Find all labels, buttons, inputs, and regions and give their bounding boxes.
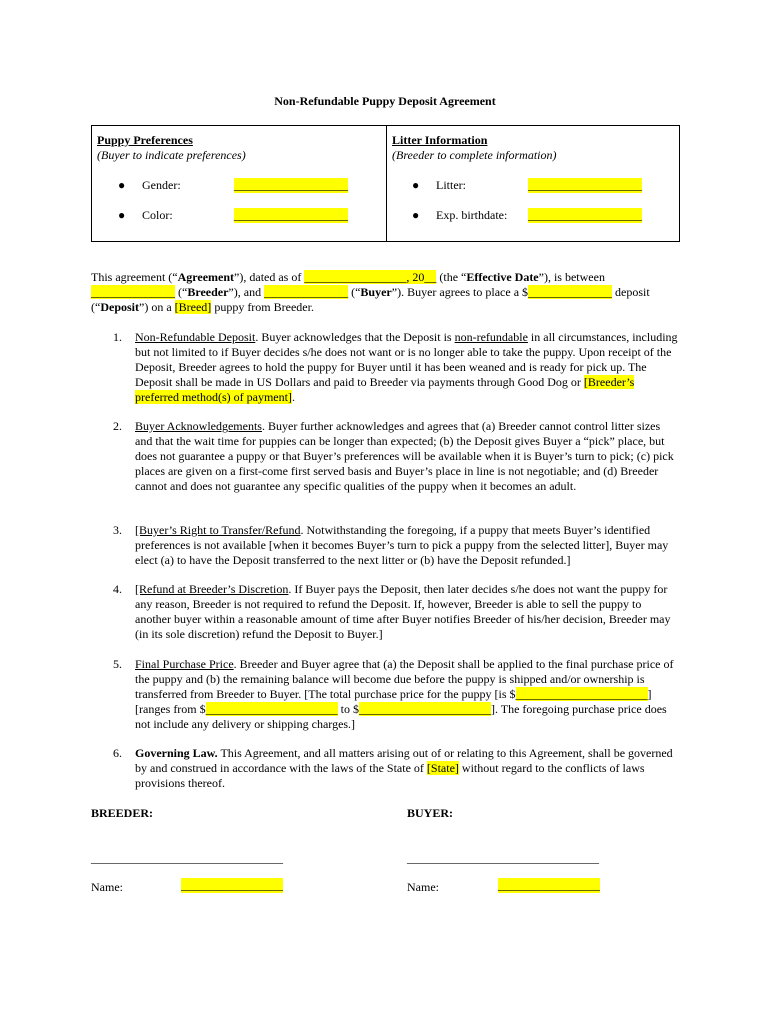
birthdate-row	[412, 208, 672, 223]
clause-number: 3.	[113, 523, 122, 537]
bullet-icon: ●	[118, 208, 126, 222]
intro-text: ”). Buyer agrees to place a $	[391, 285, 529, 299]
clause-text: in all circumstances, including but not limited to if Buyer decides s/he does not want or is no longer able to take the puppy. Upon receipt of the Deposit, Breeder agrees to hold the puppy for Buyer until it has been weaned and is ready for pick up. The Deposit shall be made in US Dollars and paid to Breeder via payments through Good Dog or	[135, 330, 678, 389]
intro-text: ”), dated as of	[234, 270, 305, 284]
breeder-printed-name-field[interactable]: _________________	[181, 878, 283, 892]
bullet-icon: ●	[412, 208, 420, 222]
clause-text: without regard to the conflicts of laws provisions thereof.	[135, 761, 645, 790]
birthdate-label: Exp. birthdate:	[436, 208, 508, 222]
litter-field[interactable]: ___________________	[528, 178, 642, 192]
puppy-preferences-subheading: (Buyer to indicate preferences)	[97, 148, 246, 162]
buyer-signature-label: BUYER:	[407, 806, 454, 820]
price-max-field[interactable]: ______________________	[358, 702, 491, 716]
clause-number: 6.	[113, 746, 122, 760]
buyer-printed-name-field[interactable]: _________________	[498, 878, 600, 892]
intro-paragraph	[91, 270, 671, 315]
clause-text: . Notwithstanding the foregoing, if a puppy that meets Buyer’s identified preferences is not available [when it becomes Buyer’s turn to pick a puppy from the selected litter], Buyer may elect (a) to have the Deposit transferred to the next litter or (b) have the Deposit refunded.]	[135, 523, 669, 567]
date-field[interactable]: _________________, 20__	[304, 270, 437, 284]
clause-number: 2.	[113, 419, 122, 433]
intro-text: ”), and	[228, 285, 265, 299]
deposit-amount-field[interactable]: ______________	[528, 285, 613, 299]
buyer-signature-line[interactable]: ________________________________	[407, 851, 599, 865]
intro-text: deposit (“	[91, 285, 650, 314]
intro-text: This agreement (“	[91, 270, 178, 284]
clause-text: . Buyer acknowledges that the Deposit is	[255, 330, 455, 344]
clause-number: 1.	[113, 330, 122, 344]
intro-text: (“	[175, 285, 188, 299]
litter-information-subheading: (Breeder to complete information)	[392, 148, 557, 162]
clause-heading: [Buyer’s Right to Transfer/Refund	[135, 523, 301, 537]
purchase-price-field[interactable]: ______________________	[515, 687, 648, 701]
breeder-term: Breeder	[187, 285, 229, 299]
state-field[interactable]: [State]	[426, 761, 459, 775]
intro-text: ”), is between	[538, 270, 605, 284]
litter-information-column	[392, 133, 557, 163]
price-min-field[interactable]: ______________________	[205, 702, 338, 716]
clause-text: . Breeder and Buyer agree that (a) the Deposit shall be applied to the final purchase price of the puppy and (b) the remaining balance will become due before the puppy is shipped and/or ownership is transferred from Breeder to Buyer. [The total purchase price for the puppy [is $	[135, 657, 674, 701]
puppy-preferences-column	[97, 133, 246, 163]
clause-text: . Buyer further acknowledges and agrees that (a) Breeder cannot control litter sizes and that the wait time for puppies can be longer than expected; (b) the Deposit gives Buyer a “pick” place, but does not guarantee a puppy or that Buyer’s preferences will be available when it is Buyer’s turn to pick; (c) pick places are given on a first-come first served basis and Buyer’s place in line is not negotiable; and (d) Breeder cannot and does not guarantee any specific qualities of the puppy when it becomes an adult.	[135, 419, 674, 493]
clause-text: . If Buyer pays the Deposit, then later decides s/he does not want the puppy for any reason, Breeder is not required to refund the Deposit. If, however, Breeder is able to sell the puppy to another buyer within a reasonable amount of time after Buyer notifies Breeder of his/her decision, Breeder may (in its sole discretion) refund the Deposit to Buyer.]	[135, 582, 671, 641]
clause-number: 5.	[113, 657, 122, 671]
buyer-term: Buyer	[360, 285, 392, 299]
gender-row	[118, 178, 378, 193]
intro-text: ”) on a	[139, 300, 175, 314]
litter-label: Litter:	[436, 178, 466, 192]
clause-text: .	[291, 390, 295, 404]
breeder-signature-line[interactable]: ________________________________	[91, 851, 283, 865]
intro-text: (“	[348, 285, 361, 299]
litter-information-heading: Litter Information	[392, 133, 488, 147]
intro-text: puppy from Breeder.	[211, 300, 314, 314]
table-divider	[386, 126, 387, 241]
breeder-signature-label: BREEDER:	[91, 806, 154, 820]
clause-number: 4.	[113, 582, 122, 596]
breed-field[interactable]: [Breed]	[174, 300, 212, 314]
clause-text: This Agreement, and all matters arising out of or relating to this Agreement, shall be governed by and construed in accordance with the laws of the State of	[135, 746, 673, 775]
intro-text: (the “	[436, 270, 467, 284]
deposit-term: Deposit	[100, 300, 139, 314]
non-refundable-term: non-refundable	[454, 330, 528, 344]
clause-heading: Non-Refundable Deposit	[135, 330, 256, 344]
color-label: Color:	[142, 208, 173, 222]
bullet-icon: ●	[118, 178, 126, 192]
litter-row	[412, 178, 672, 193]
buyer-name-field[interactable]: ______________	[264, 285, 349, 299]
document-title: Non-Refundable Puppy Deposit Agreement	[274, 94, 496, 108]
color-field[interactable]: ___________________	[234, 208, 348, 222]
clause-text: ]. The foregoing purchase price does not include any delivery or shipping charges.]	[135, 702, 667, 731]
clause-heading: Final Purchase Price	[135, 657, 234, 671]
effective-date-term: Effective Date	[466, 270, 539, 284]
buyer-name-label: Name:	[407, 880, 439, 894]
clause-text: ] [ranges from $	[135, 687, 652, 716]
gender-field[interactable]: ___________________	[234, 178, 348, 192]
clause-heading: Governing Law.	[135, 746, 218, 760]
birthdate-field[interactable]: ___________________	[528, 208, 642, 222]
clause-text: to $	[337, 702, 359, 716]
clause-heading: Buyer Acknowledgements	[135, 419, 262, 433]
breeder-name-field[interactable]: ______________	[91, 285, 175, 299]
preferences-table	[91, 125, 680, 242]
clause-heading: [Refund at Breeder’s Discretion	[135, 582, 289, 596]
bullet-icon: ●	[412, 178, 420, 192]
puppy-preferences-heading: Puppy Preferences	[97, 133, 193, 147]
gender-label: Gender:	[142, 178, 181, 192]
color-row	[118, 208, 378, 223]
breeder-name-label: Name:	[91, 880, 123, 894]
agreement-term: Agreement	[177, 270, 235, 284]
payment-method-field[interactable]: [Breeder’s preferred method(s) of payment]	[135, 375, 635, 404]
